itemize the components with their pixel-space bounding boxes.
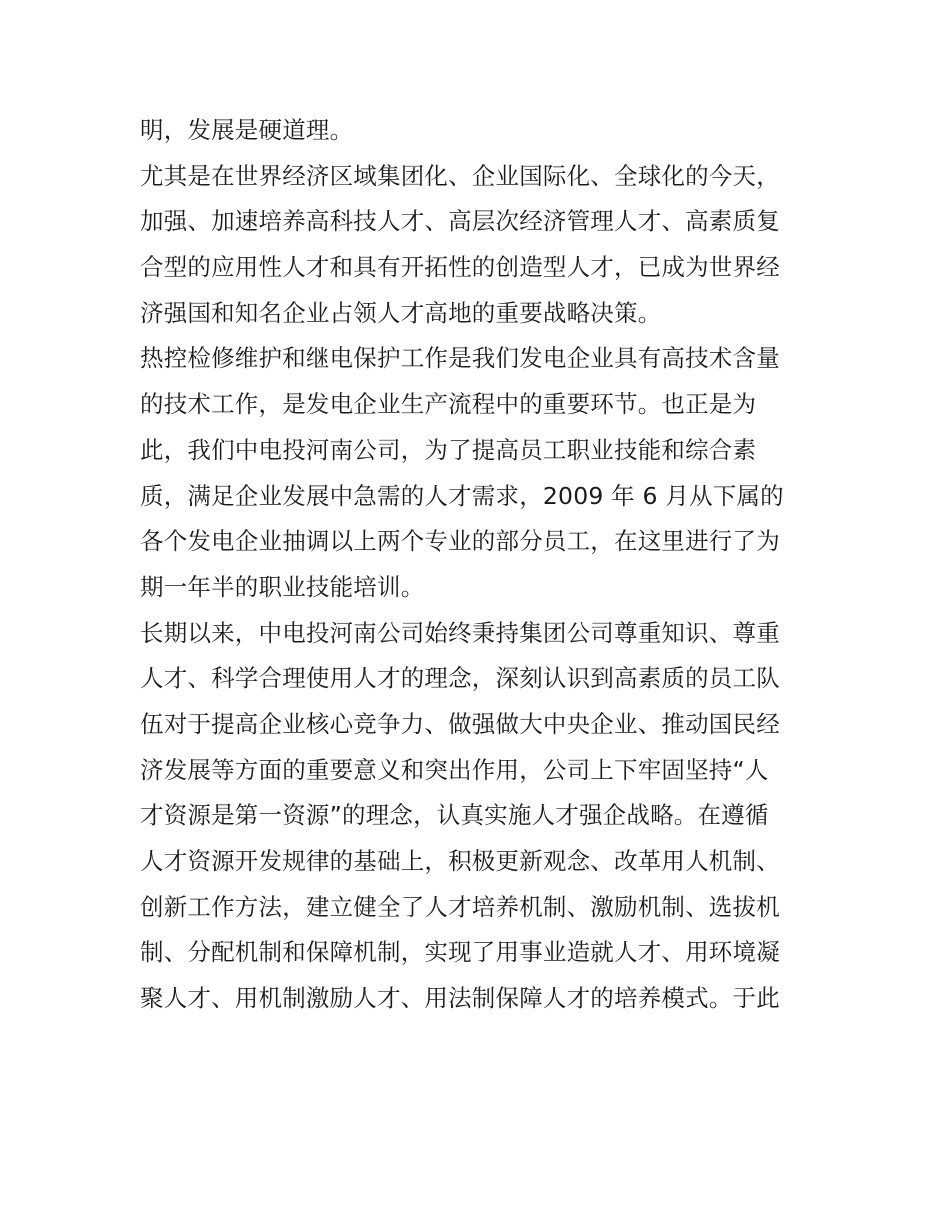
text-line: 人才资源开发规律的基础上，积极更新观念、改革用人机制、 <box>140 847 780 875</box>
text-line: 加强、加速培养高科技人才、高层次经济管理人才、高素质复 <box>140 207 780 236</box>
text-line: 此，我们中电投河南公司，为了提高员工职业技能和综合素 <box>140 435 757 464</box>
text-line: 聚人才、用机制激励人才、用法制保障人才的培养模式。于此 <box>140 984 780 1013</box>
text-line: 伍对于提高企业核心竞争力、做强做大中央企业、推动国民经 <box>140 709 780 738</box>
text-line: 期一年半的职业技能培训。 <box>140 572 425 601</box>
text-line: 长期以来，中电投河南公司始终秉持集团公司尊重知识、尊重 <box>140 618 780 647</box>
text-line: 明，发展是硬道理。 <box>140 116 354 144</box>
text-line: 热控检修维护和继电保护工作是我们发电企业具有高技术含量 <box>140 344 780 373</box>
text-line: 合型的应用性人才和具有开拓性的创造型人才，已成为世界经 <box>140 253 780 282</box>
text-line: 的技术工作，是发电企业生产流程中的重要环节。也正是为 <box>140 390 757 419</box>
text-line: 创新工作方法，建立健全了人才培养机制、激励机制、选拔机 <box>140 892 780 921</box>
text-line: 制、分配机制和保障机制，实现了用事业造就人才、用环境凝 <box>140 938 780 967</box>
text-line: 质，满足企业发展中急需的人才需求，2009 年 6 月从下属的 <box>140 481 784 510</box>
text-line: 才资源是第一资源”的理念，认真实施人才强企战略。在遵循 <box>140 801 769 830</box>
text-line: 各个发电企业抽调以上两个专业的部分员工，在这里进行了为 <box>140 527 780 556</box>
text-line: 济发展等方面的重要意义和突出作用，公司上下牢固坚持“人 <box>140 755 769 784</box>
text-line: 济强国和知名企业占领人才高地的重要战略决策。 <box>140 298 662 327</box>
document-body <box>140 108 820 1022</box>
text-line: 人才、科学合理使用人才的理念，深刻认识到高素质的员工队 <box>140 664 780 693</box>
text-line: 尤其是在世界经济区域集团化、企业国际化、全球化的今天， <box>140 161 780 190</box>
